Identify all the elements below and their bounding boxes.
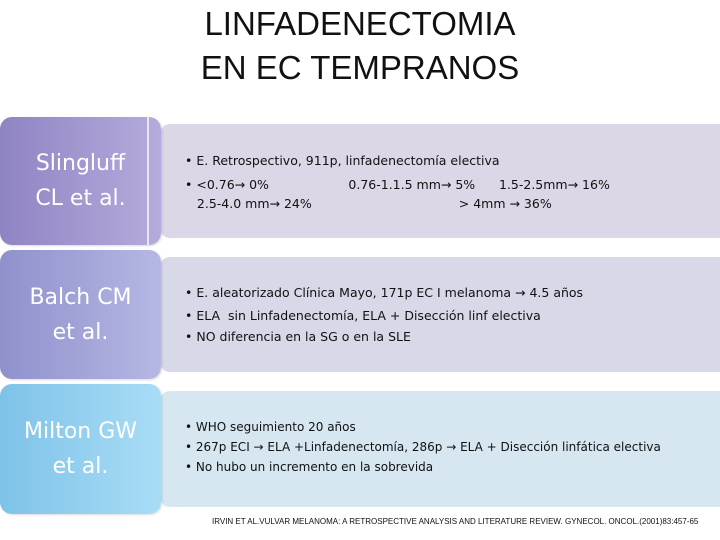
study-row-slingluff (0, 117, 720, 245)
author-label-line-2: CL et al. (35, 186, 126, 211)
author-label-line-2: et al. (52, 319, 109, 345)
title-line-2: EN EC TEMPRANOS (200, 49, 520, 86)
author-label-box (0, 117, 161, 245)
author-label-box (0, 384, 161, 514)
study-bullet: • 267p ECI → ELA +Linfadenectomía, 286p → ELA + Disección linfática electiva (185, 440, 661, 454)
reference-citation: IRVIN ET AL.VULVAR MELANOMA: A RETROSPECTIVE ANALYSIS AND LITERATURE REVIEW. GYNECOL. ONCOL.(2001)83:457-65 (212, 517, 699, 526)
study-row-balch (0, 250, 720, 379)
author-label-line-2: et al. (52, 454, 109, 479)
study-bullet: • NO diferencia en la SG o en la SLE (185, 329, 411, 344)
label-divider (147, 117, 149, 245)
title-line-1: LINFADENECTOMIA (204, 5, 516, 42)
study-bullet: • ELA sin Linfadenectomía, ELA + Disección linf electiva (185, 308, 541, 323)
author-label-box (0, 250, 161, 379)
study-bullet: • No hubo un incremento en la sobrevida (185, 460, 434, 474)
study-bullet: 2.5-4.0 mm→ 24% > 4mm → 36% (185, 196, 552, 211)
author-label-line-1: Milton GW (23, 419, 138, 444)
study-bullet: • E. aleatorizado Clínica Mayo, 171p EC I melanoma → 4.5 años (185, 285, 584, 300)
study-row-milton (0, 384, 720, 514)
study-bullet: • <0.76→ 0% 0.76-1.1.5 mm→ 5% 1.5-2.5mm→ 16% (185, 177, 610, 192)
author-label-line-1: Balch CM (29, 284, 132, 310)
study-bullet: • E. Retrospectivo, 911p, linfadenectomía electiva (185, 153, 500, 168)
study-bullet: • WHO seguimiento 20 años (185, 420, 356, 434)
slide-title (0, 2, 720, 90)
author-label-line-1: Slingluff (35, 151, 126, 176)
